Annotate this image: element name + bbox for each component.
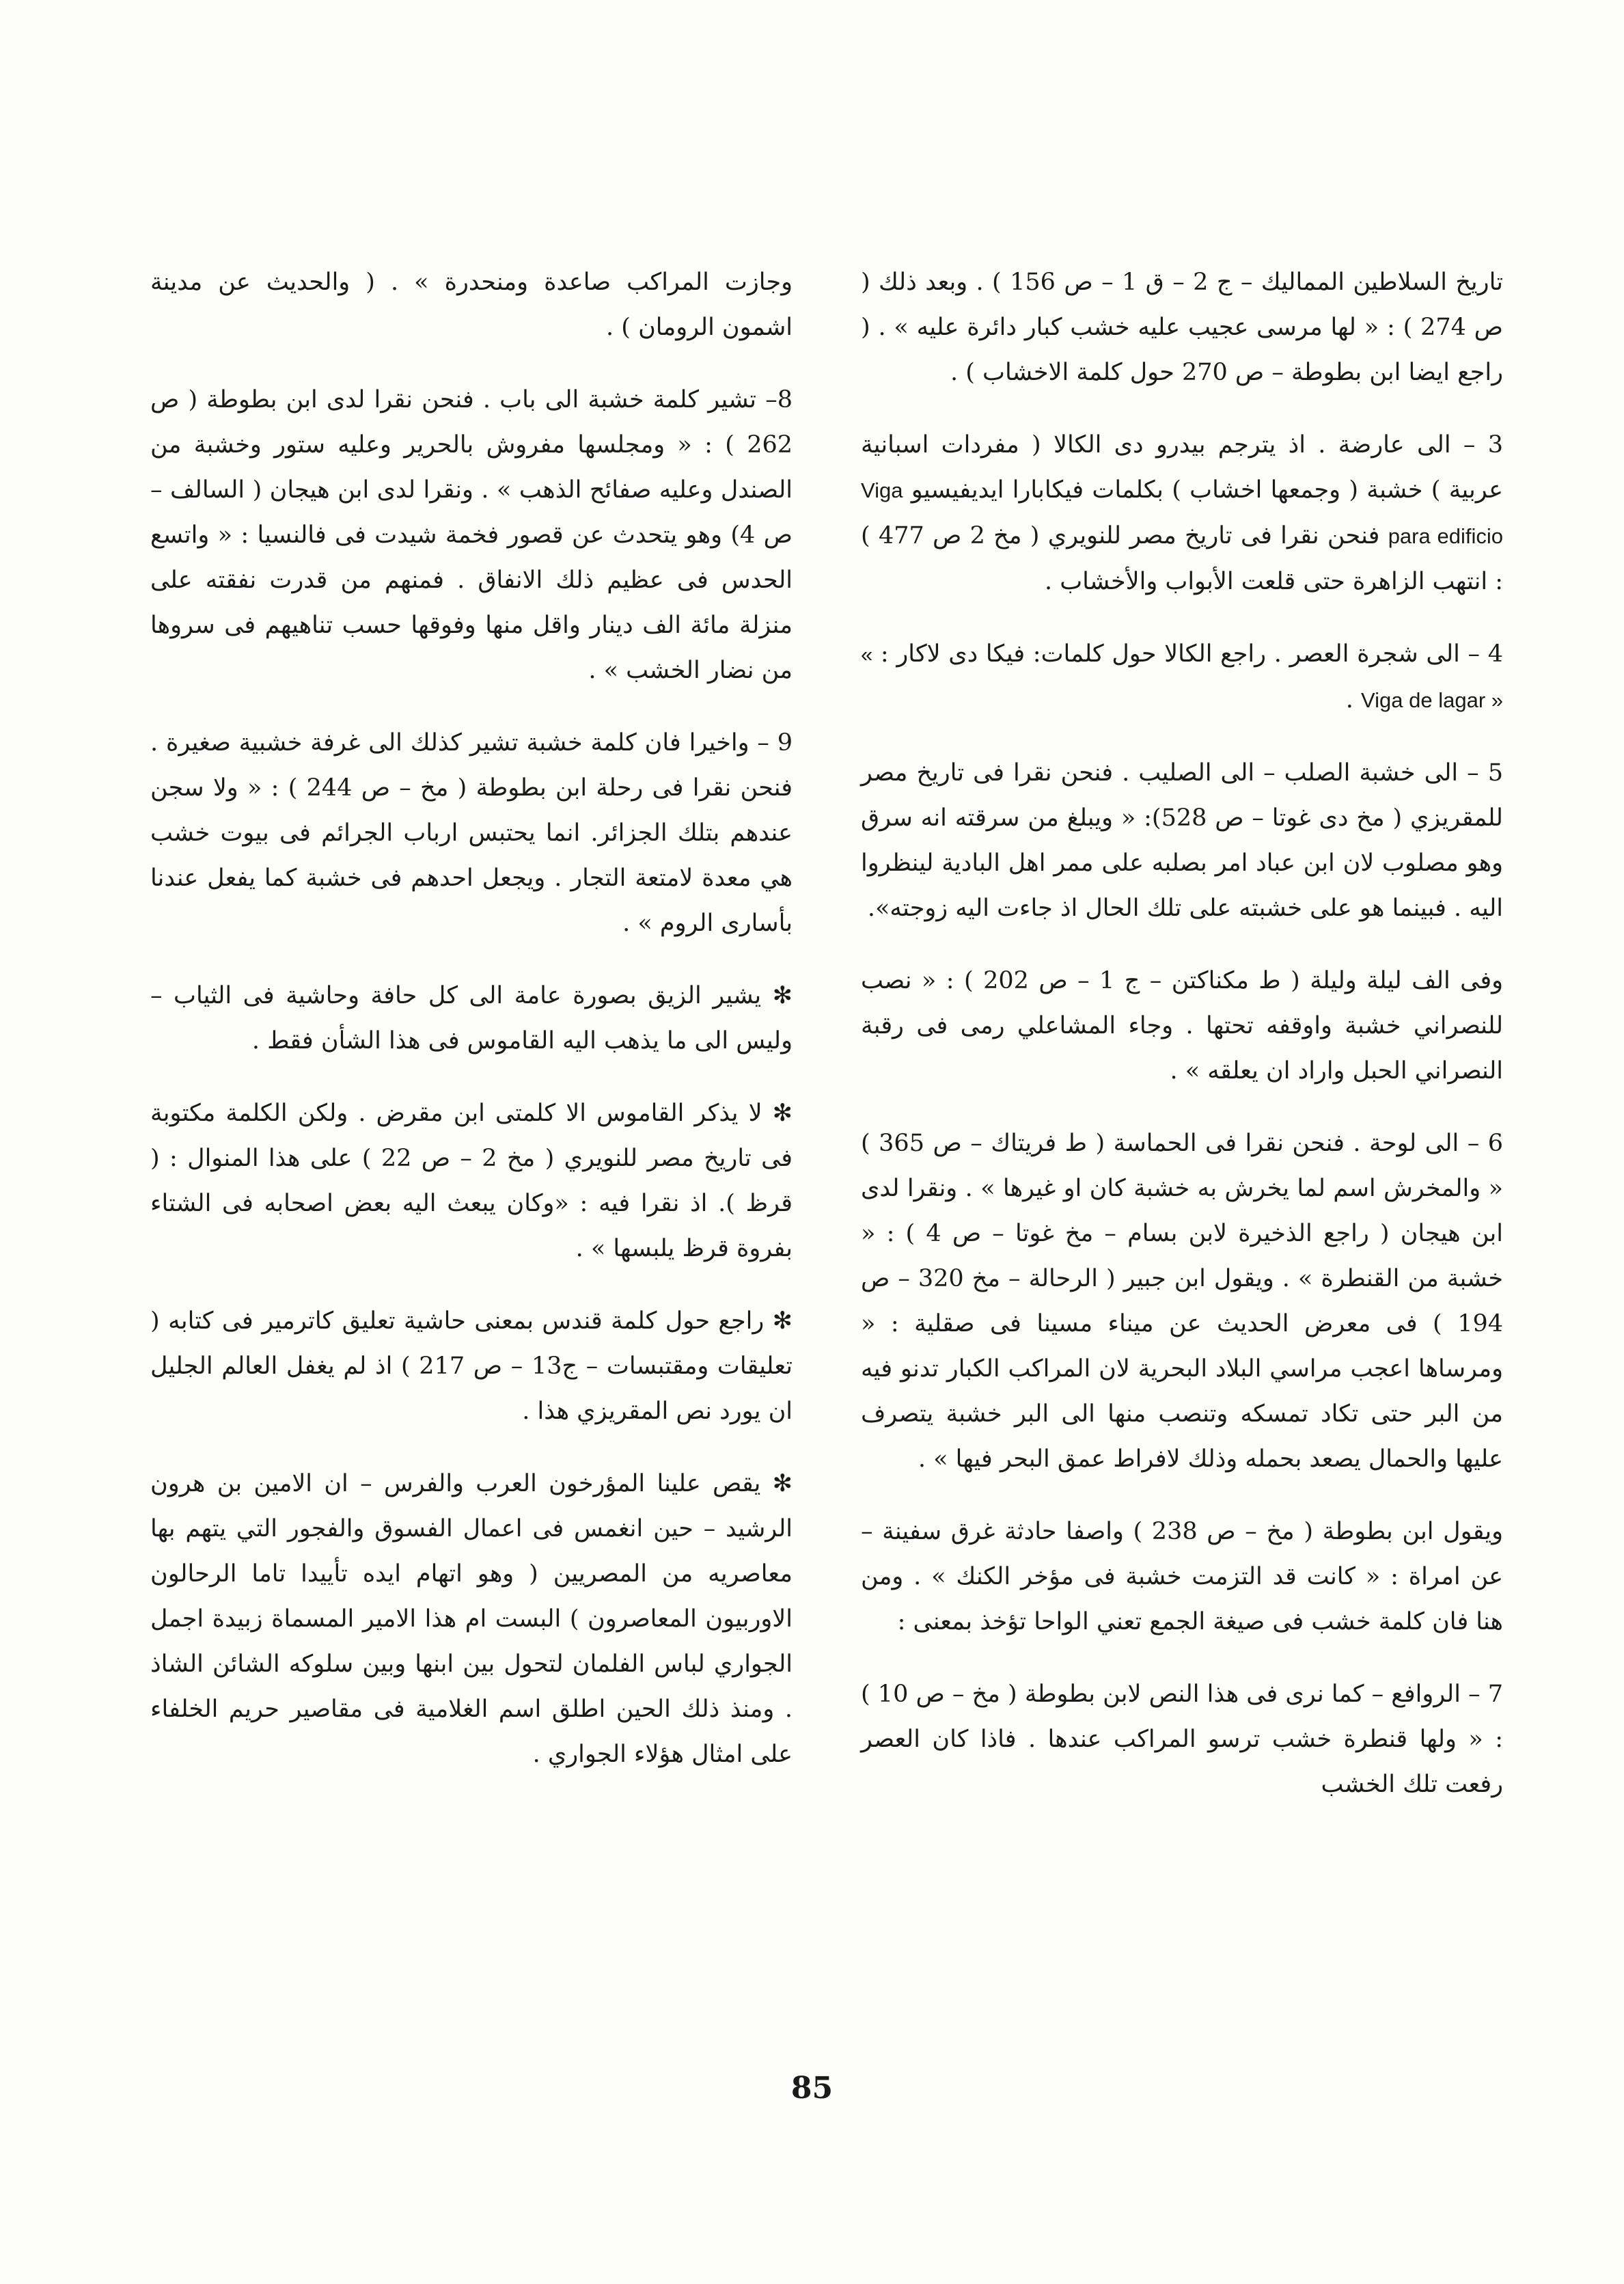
paragraph-text: 3 – الى عارضة . اذ يترجم بيدرو دى الكالا ( مفردات اسبانية عربية ) خشبة ( وجمعها اخشاب ) بكلمات فيكابارا ايديفيسيو [861,431,1503,504]
paragraph-text: فنحن نقرا فى تاريخ مصر للنويري ( مخ 2 ص 477 ) : انتهب الزاهرة حتى قلعت الأبواب والأخشاب . [861,522,1503,595]
page-number: 85 [790,2071,834,2106]
footnote: ✻ راجع حول كلمة قندس بمعنى حاشية تعليق كاترمير فى كتابه ( تعليقات ومقتبسات – ج13 – ص 217 ) اذ لم يغفل العالم الجليل ان يورد نص المقريزي هذا . [150,1307,793,1425]
paragraph: 5 – الى خشبة الصلب – الى الصليب . فنحن نقرا فى تاريخ مصر للمقريزي ( مخ دى غوتا – ص 528): « ويبلغ من سرقته انه سرق وهو مصلوب لان ابن عباد امر بصلبه على ممر اهل البادية لينظروا اليه . فبينما هو على خشبته على تلك الحال اذ جاءت اليه زوجته». [861,759,1503,922]
footnote: ✻ لا يذكر القاموس الا كلمتى ابن مقرض . ولكن الكلمة مكتوبة فى تاريخ مصر للنويري ( مخ 2 – ص 22 ) على هذا المنوال : ( قرظ ). اذ نقرا فيه : «وكان يبعث اليه بعض اصحابه فى الشتاء بفروة قرظ يلبسها » . [150,1100,793,1262]
paragraph: 6 – الى لوحة . فنحن نقرا فى الحماسة ( ط فريتاك – ص 365 ) « والمخرش اسم لما يخرش به خشبة كان او غيرها » . ونقرا لدى ابن هيجان ( راجع الذخيرة لابن بسام – مخ غوتا – ص 4 ) : « خشبة من القنطرة » . ويقول ابن جبير ( الرحالة – مخ 320 – ص 194 ) فى معرض الحديث عن ميناء مسينا فى صقلية : « ومرساها اعجب مراسي البلاد البحرية لان المراكب الكبار تدنو فيه من البر حتى تكاد تمسكه وتنصب منها الى البر خشبة يتصرف عليها والحمال يصعد بحمله وذلك لافراط عمق البحر فيها » . [861,1130,1504,1473]
paragraph: وفى الف ليلة وليلة ( ط مكناكتن – ج 1 – ص 202 ) : « نصب للنصراني خشبة واوقفه تحتها . وجاء المشاعلي رمى فى رقبة النصراني الحبل واراد ان يعلقه » . [861,967,1503,1085]
paragraph: وجازت المراكب صاعدة ومنحدرة » . ( والحديث عن مدينة اشمون الرومان ) . [150,269,793,341]
footnote: ✻ يشير الزيق بصورة عامة الى كل حافة وحاشية فى الثياب – وليس الى ما يذهب اليه القاموس فى هذا الشأن فقط . [150,982,793,1055]
period: . [1345,686,1353,713]
latin-term: Viga para edificio [861,478,1503,548]
right-column [861,260,1503,1834]
paragraph [861,422,1503,604]
footnote: ✻ يقص علينا المؤرخون العرب والفرس – ان الامين بن هرون الرشيد – حين انغمس فى اعمال الفسوق والفجور التي يتهم بها معاصريه من المصريين ( وهو اتهام ايده تأييدا تاما الرحالون الاوربيون المعاصرون ) البست ام هذا الامير المسماة زبيدة اجمل الجواري لباس الفلمان لتحول بين ابنها وبين سلوكه الشائن الشاذ . ومنذ ذلك الحين اطلق اسم الغلامية فى مقاصير حريم الخلفاء على امثال هؤلاء الجواري . [150,1470,793,1768]
paragraph-text: 4 – الى شجرة العصر . راجع الكالا حول كلمات: فيكا دى لاكار : [880,640,1503,668]
paragraph: 9 – واخيرا فان كلمة خشبة تشير كذلك الى غرفة خشبية صغيرة . فنحن نقرا فى رحلة ابن بطوطة ( مخ – ص 244 ) : « ولا سجن عندهم بتلك الجزائر. انما يحتبس ارباب الجرائم فى بيوت خشب هي معدة لامتعة التجار . ويجعل احدهم فى خشبة كما يفعل عندنا بأسارى الروم » . [150,729,793,937]
latin-term: « Viga de lagar » [861,642,1503,712]
paragraph [861,631,1503,723]
paragraph: 8– تشير كلمة خشبة الى باب . فنحن نقرا لدى ابن بطوطة ( ص 262 ) : « ومجلسها مفروش بالحرير وعليه ستور وخشبة من الصندل وعليه صفائح الذهب » . ونقرا لدى ابن هيجان ( السالف – ص 4) وهو يتحدث عن قصور فخمة شيدت فى فالنسيا : « واتسع الحدس فى عظيم ذلك الانفاق . فمنهم من قدرت نفقته على منزلة مائة الف دينار واقل منها وفوقها حسب تناهيهم فى سروها من نضار الخشب » . [150,386,793,684]
paragraph: ويقول ابن بطوطة ( مخ – ص 238 ) واصفا حادثة غرق سفينة – عن امراة : « كانت قد التزمت خشبة فى مؤخر الكنك » . ومن هنا فان كلمة خشب فى صيغة الجمع تعني الواحا تؤخذ بمعنى : [861,1518,1504,1635]
paragraph: 7 – الروافع – كما نرى فى هذا النص لابن بطوطة ( مخ – ص 10 ) : « ولها قنطرة خشب ترسو المراكب عندها . فاذا كان العصر رفعت تلك الخشب [861,1681,1503,1798]
left-column [150,260,793,1804]
paragraph: تاريخ السلاطين المماليك – ج 2 – ق 1 – ص 156 ) . وبعد ذلك ( ص 274 ) : « لها مرسى عجيب عليه خشب كبار دائرة عليه » . ( راجع ايضا ابن بطوطة – ص 270 حول كلمة الاخشاب ) . [861,269,1503,386]
